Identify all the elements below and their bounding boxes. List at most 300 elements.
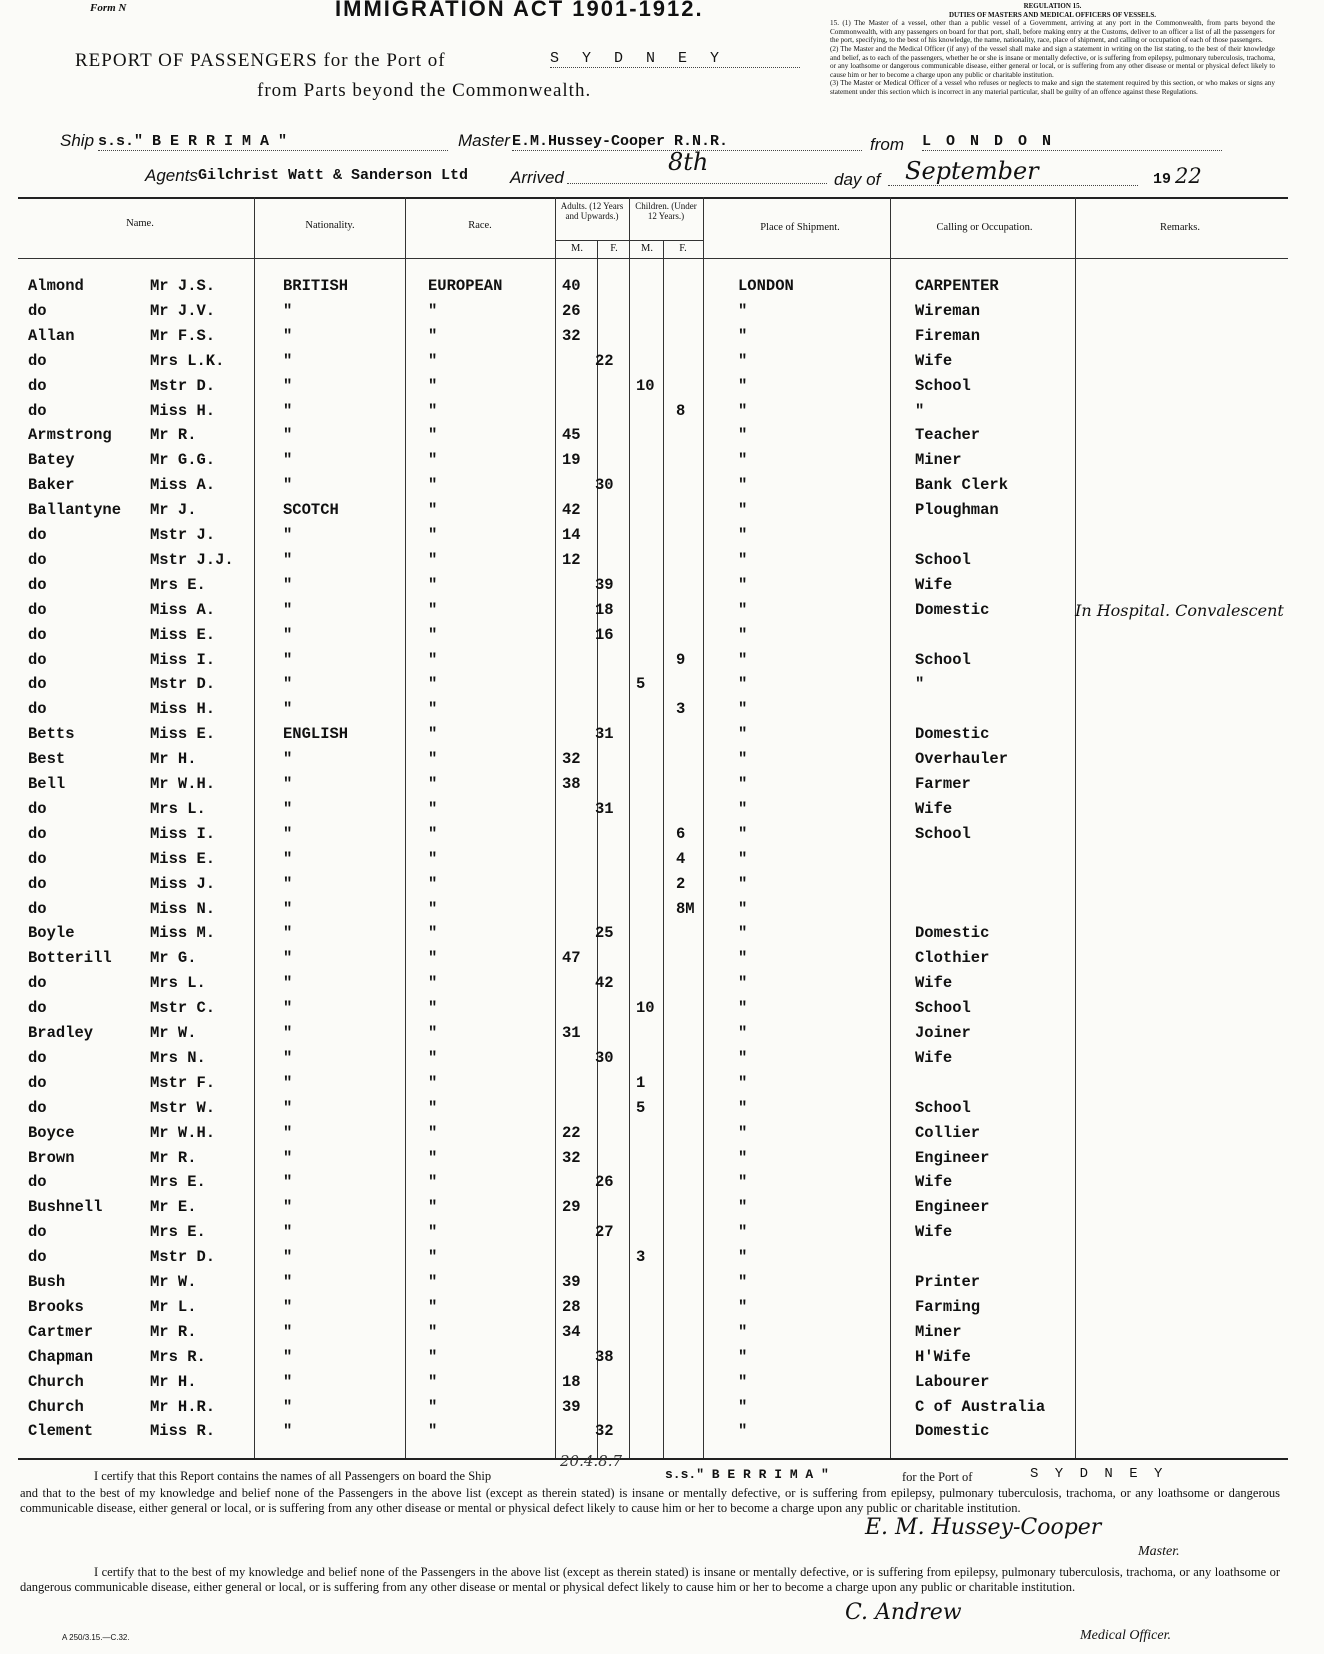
race: " [428, 825, 438, 843]
occupation: H'Wife [915, 1348, 971, 1366]
nationality: " [283, 551, 293, 569]
port-of-arrival: S Y D N E Y [550, 50, 800, 68]
title: Mrs E. [150, 576, 206, 594]
surname: Botterill [28, 949, 112, 967]
race: " [428, 1173, 438, 1191]
title: Miss N. [150, 900, 216, 918]
nationality: " [283, 800, 293, 818]
surname: Church [28, 1373, 84, 1391]
race: " [428, 974, 438, 992]
nationality: " [283, 1149, 293, 1167]
agents-name: Gilchrist Watt & Sanderson Ltd [198, 167, 469, 184]
children-male-age: 10 [636, 999, 655, 1017]
place-of-shipment: " [738, 377, 748, 395]
occupation: Clothier [915, 949, 990, 967]
passenger-row [0, 800, 1324, 825]
adults-male-age: 40 [562, 277, 581, 295]
surname: Boyce [28, 1124, 75, 1142]
adults-male-age: 14 [562, 526, 581, 544]
title: Mrs L. [150, 800, 206, 818]
children-male-age: 10 [636, 377, 655, 395]
race: " [428, 426, 438, 444]
col-children: Children. (Under 12 Years.) [635, 201, 697, 221]
place-of-shipment: " [738, 426, 748, 444]
place-of-shipment: " [738, 974, 748, 992]
title: Mstr F. [150, 1074, 216, 1092]
nationality: SCOTCH [283, 501, 339, 519]
adults-female-age: 27 [595, 1223, 614, 1241]
occupation: Ploughman [915, 501, 999, 519]
col-name: Name. [126, 218, 154, 229]
race: " [428, 875, 438, 893]
place-of-shipment: " [738, 601, 748, 619]
adults-female-age: 26 [595, 1173, 614, 1191]
place-of-shipment: " [738, 1074, 748, 1092]
race: " [428, 551, 438, 569]
passenger-row [0, 1074, 1324, 1099]
nationality: " [283, 1074, 293, 1092]
title: Miss E. [150, 626, 216, 644]
occupation: Printer [915, 1273, 981, 1291]
passenger-row [0, 750, 1324, 775]
title: Mr L. [150, 1298, 197, 1316]
race: " [428, 850, 438, 868]
occupation: Wife [915, 1173, 953, 1191]
title: Mrs L.K. [150, 352, 225, 370]
passenger-row [0, 476, 1324, 501]
surname: Best [28, 750, 66, 768]
race: " [428, 526, 438, 544]
regulation-text [830, 2, 1275, 97]
title: Mr J.V. [150, 302, 216, 320]
adults-male-age: 32 [562, 1149, 581, 1167]
from-port: L O N D O N [922, 133, 1222, 151]
adults-female-age: 32 [595, 1422, 614, 1440]
handwritten-date: 20.4.8.7 [560, 1452, 623, 1470]
adults-male-age: 42 [562, 501, 581, 519]
place-of-shipment: " [738, 1024, 748, 1042]
adults-male-age: 45 [562, 426, 581, 444]
passenger-row [0, 1248, 1324, 1273]
surname: do [28, 626, 47, 644]
race: " [428, 1248, 438, 1266]
occupation: " [915, 675, 925, 693]
col-adults-m: M. [571, 243, 583, 254]
occupation: Overhauler [915, 750, 1009, 768]
place-of-shipment: " [738, 501, 748, 519]
surname: Allan [28, 327, 75, 345]
race: " [428, 1422, 438, 1440]
title: Mr G. [150, 949, 197, 967]
race: " [428, 800, 438, 818]
passenger-row [0, 875, 1324, 900]
occupation: School [915, 999, 971, 1017]
race: " [428, 626, 438, 644]
regulation-p3: (3) The Master or Medical Officer of a vessel who refuses or neglects to make and sign the statement required by this section, or who makes or signs any statement under this section which is incorrect in any material particular, shall be guilty of an offence against these Regulations. [830, 79, 1275, 96]
place-of-shipment: " [738, 1273, 748, 1291]
place-of-shipment: " [738, 1149, 748, 1167]
title: Mr W. [150, 1273, 197, 1291]
col-adults-f: F. [610, 243, 618, 254]
occupation: Farming [915, 1298, 981, 1316]
master-name: E.M.Hussey-Cooper R.N.R. [512, 133, 862, 151]
place-of-shipment: " [738, 1298, 748, 1316]
place-of-shipment: " [738, 1223, 748, 1241]
race: " [428, 1099, 438, 1117]
place-of-shipment: " [738, 576, 748, 594]
children-male-age: 3 [636, 1248, 646, 1266]
title: Mrs E. [150, 1223, 206, 1241]
passenger-row [0, 675, 1324, 700]
nationality: " [283, 1422, 293, 1440]
children-female-age: 2 [676, 875, 686, 893]
nationality: " [283, 1398, 293, 1416]
surname: Brown [28, 1149, 75, 1167]
day-of-label: day of [834, 170, 881, 189]
place-of-shipment: " [738, 1124, 748, 1142]
passenger-row [0, 725, 1324, 750]
nationality: " [283, 1024, 293, 1042]
race: " [428, 1373, 438, 1391]
adults-male-age: 38 [562, 775, 581, 793]
surname: do [28, 900, 47, 918]
race: " [428, 900, 438, 918]
race: " [428, 402, 438, 420]
passenger-row [0, 949, 1324, 974]
passenger-row [0, 526, 1324, 551]
title: Mstr W. [150, 1099, 216, 1117]
place-of-shipment: " [738, 327, 748, 345]
col-nationality: Nationality. [305, 220, 355, 231]
surname: do [28, 352, 47, 370]
arrived-label: Arrived [510, 168, 564, 187]
passenger-row [0, 426, 1324, 451]
title: Mr W.H. [150, 1124, 216, 1142]
print-code: A 250/3.15.—C.32. [62, 1633, 130, 1642]
report-subtitle: from Parts beyond the Commonwealth. [257, 80, 592, 101]
passenger-row [0, 1223, 1324, 1248]
surname: do [28, 551, 47, 569]
children-female-age: 8M [676, 900, 695, 918]
nationality: " [283, 900, 293, 918]
passenger-row [0, 352, 1324, 377]
place-of-shipment: " [738, 700, 748, 718]
occupation: Wife [915, 974, 953, 992]
race: " [428, 1348, 438, 1366]
surname: do [28, 1248, 47, 1266]
race: " [428, 1024, 438, 1042]
month-line [888, 185, 1138, 186]
place-of-shipment: " [738, 1099, 748, 1117]
race: " [428, 1074, 438, 1092]
surname: Boyle [28, 924, 75, 942]
place-of-shipment: " [738, 1422, 748, 1440]
adults-male-age: 34 [562, 1323, 581, 1341]
occupation: Teacher [915, 426, 981, 444]
surname: do [28, 1099, 47, 1117]
title: Mrs R. [150, 1348, 206, 1366]
adults-female-age: 18 [595, 601, 614, 619]
ship-name: s.s." B E R R I M A " [98, 133, 448, 151]
place-of-shipment: " [738, 750, 748, 768]
place-of-shipment: " [738, 900, 748, 918]
nationality: " [283, 1323, 293, 1341]
children-female-age: 4 [676, 850, 686, 868]
occupation: School [915, 1099, 971, 1117]
adults-male-age: 19 [562, 451, 581, 469]
adults-female-age: 38 [595, 1348, 614, 1366]
place-of-shipment: " [738, 1323, 748, 1341]
surname: Baker [28, 476, 75, 494]
adults-female-age: 30 [595, 476, 614, 494]
nationality: ENGLISH [283, 725, 349, 743]
race: " [428, 924, 438, 942]
occupation: Wife [915, 576, 953, 594]
children-male-age: 5 [636, 1099, 646, 1117]
race: " [428, 1149, 438, 1167]
place-of-shipment: " [738, 1198, 748, 1216]
nationality: " [283, 451, 293, 469]
occupation: Collier [915, 1124, 981, 1142]
occupation: Engineer [915, 1149, 990, 1167]
adults-female-age: 25 [595, 924, 614, 942]
regulation-subheading: DUTIES OF MASTERS AND MEDICAL OFFICERS OF VESSELS. [948, 10, 1157, 19]
surname: do [28, 999, 47, 1017]
title: Miss H. [150, 700, 216, 718]
adults-female-age: 16 [595, 626, 614, 644]
col-children-f: F. [679, 243, 687, 254]
age-subheader-rule [555, 240, 703, 241]
title: Mr E. [150, 1198, 197, 1216]
surname: Church [28, 1398, 84, 1416]
title: Miss M. [150, 924, 216, 942]
nationality: " [283, 999, 293, 1017]
passenger-row [0, 825, 1324, 850]
table-top-rule [18, 197, 1288, 199]
surname: do [28, 651, 47, 669]
race: " [428, 1398, 438, 1416]
place-of-shipment: " [738, 1173, 748, 1191]
occupation: Joiner [915, 1024, 971, 1042]
form-number: Form N [90, 2, 127, 14]
occupation: Wife [915, 1049, 953, 1067]
medical-signature: C. Andrew [845, 1600, 962, 1625]
children-female-age: 6 [676, 825, 686, 843]
occupation: School [915, 551, 971, 569]
nationality: " [283, 1173, 293, 1191]
passenger-row [0, 601, 1324, 626]
adults-male-age: 47 [562, 949, 581, 967]
occupation: Engineer [915, 1198, 990, 1216]
surname: do [28, 1049, 47, 1067]
place-of-shipment: " [738, 1398, 748, 1416]
place-of-shipment: " [738, 675, 748, 693]
occupation: School [915, 825, 971, 843]
report-title: REPORT OF PASSENGERS for the Port of [75, 50, 446, 71]
col-children-m: M. [641, 243, 653, 254]
medical-cert-text: I certify that to the best of my knowledge and belief none of the Passengers in the above list (except as therein stated) is insane or mentally defective, or is suffering from epilepsy, pulmonary tuberculosis, trachoma, or any loathsome or dangerous communicable disease, either general or local, or is suffering from any other disease or mental or physical defect likely to cause him or her to become a charge upon any public or charitable institution. [20, 1565, 1280, 1594]
passenger-row [0, 1373, 1324, 1398]
nationality: " [283, 750, 293, 768]
place-of-shipment: " [738, 476, 748, 494]
surname: do [28, 1223, 47, 1241]
race: " [428, 352, 438, 370]
race: " [428, 601, 438, 619]
occupation: Fireman [915, 327, 981, 345]
occupation: " [915, 402, 925, 420]
passenger-row [0, 302, 1324, 327]
title: Miss I. [150, 825, 216, 843]
table-header-rule [18, 258, 1288, 259]
ship-label: Ship [60, 131, 95, 150]
surname: do [28, 675, 47, 693]
race: " [428, 1198, 438, 1216]
occupation: Wife [915, 1223, 953, 1241]
place-of-shipment: " [738, 875, 748, 893]
title: Mr H. [150, 1373, 197, 1391]
nationality: " [283, 526, 293, 544]
surname: Clement [28, 1422, 94, 1440]
adults-female-age: 22 [595, 352, 614, 370]
passenger-row [0, 999, 1324, 1024]
adults-male-age: 18 [562, 1373, 581, 1391]
passenger-row [0, 1173, 1324, 1198]
act-title: IMMIGRATION ACT 1901-1912. [335, 0, 704, 21]
table-bottom-rule [18, 1458, 1288, 1460]
race: " [428, 775, 438, 793]
race: EUROPEAN [428, 277, 503, 295]
cert-port-label: for the Port of [902, 1470, 973, 1484]
passenger-row [0, 1149, 1324, 1174]
race: " [428, 576, 438, 594]
cert-ship-name: s.s." B E R R I M A " [665, 1467, 829, 1482]
title: Mstr D. [150, 377, 216, 395]
passenger-row [0, 576, 1324, 601]
col-place-of-shipment: Place of Shipment. [760, 222, 840, 233]
adults-male-age: 28 [562, 1298, 581, 1316]
master-signature: E. M. Hussey-Cooper [865, 1515, 1102, 1540]
occupation: Wireman [915, 302, 981, 320]
surname: do [28, 526, 47, 544]
adults-male-age: 22 [562, 1124, 581, 1142]
passenger-row [0, 1273, 1324, 1298]
occupation: Domestic [915, 924, 990, 942]
nationality: " [283, 327, 293, 345]
title: Mr G.G. [150, 451, 216, 469]
passenger-row [0, 1198, 1324, 1223]
passenger-row [0, 775, 1324, 800]
passenger-row [0, 1099, 1324, 1124]
nationality: " [283, 1298, 293, 1316]
title: Mstr J.J. [150, 551, 234, 569]
occupation: C of Australia [915, 1398, 1046, 1416]
place-of-shipment: " [738, 651, 748, 669]
surname: Brooks [28, 1298, 84, 1316]
passenger-row [0, 1348, 1324, 1373]
title: Mrs E. [150, 1173, 206, 1191]
nationality: " [283, 1273, 293, 1291]
surname: do [28, 825, 47, 843]
nationality: " [283, 1124, 293, 1142]
race: " [428, 725, 438, 743]
race: " [428, 302, 438, 320]
passenger-row [0, 651, 1324, 676]
nationality: " [283, 675, 293, 693]
passenger-row [0, 850, 1324, 875]
title: Mr F.S. [150, 327, 216, 345]
from-label: from [870, 135, 904, 154]
passenger-row [0, 451, 1324, 476]
title: Mrs N. [150, 1049, 206, 1067]
title: Mr R. [150, 426, 197, 444]
surname: do [28, 800, 47, 818]
occupation: Wife [915, 800, 953, 818]
surname: Bush [28, 1273, 66, 1291]
race: " [428, 949, 438, 967]
occupation: Domestic [915, 601, 990, 619]
race: " [428, 1298, 438, 1316]
title: Mrs L. [150, 974, 206, 992]
title: Miss J. [150, 875, 216, 893]
place-of-shipment: " [738, 850, 748, 868]
adults-male-age: 32 [562, 327, 581, 345]
race: " [428, 700, 438, 718]
adults-female-age: 30 [595, 1049, 614, 1067]
title: Miss A. [150, 476, 216, 494]
nationality: " [283, 1049, 293, 1067]
surname: Chapman [28, 1348, 94, 1366]
surname: do [28, 402, 47, 420]
race: " [428, 750, 438, 768]
title: Mr J.S. [150, 277, 216, 295]
race: " [428, 327, 438, 345]
children-female-age: 9 [676, 651, 686, 669]
passenger-row [0, 1323, 1324, 1348]
passenger-row [0, 700, 1324, 725]
title: Mstr C. [150, 999, 216, 1017]
year-prefix: 19 [1153, 171, 1172, 188]
place-of-shipment: " [738, 1373, 748, 1391]
occupation: Miner [915, 1323, 962, 1341]
surname: do [28, 1074, 47, 1092]
children-female-age: 8 [676, 402, 686, 420]
cert-port: S Y D N E Y [1030, 1466, 1167, 1482]
arrived-day: 8th [668, 148, 709, 176]
children-male-age: 5 [636, 675, 646, 693]
race: " [428, 451, 438, 469]
title: Miss R. [150, 1422, 216, 1440]
surname: do [28, 1173, 47, 1191]
surname: Almond [28, 277, 84, 295]
adults-male-age: 26 [562, 302, 581, 320]
master-cert-text: and that to the best of my knowledge and belief none of the Passengers in the above list (except as therein stated) is insane or mentally defective, or is suffering from epilepsy, pulmonary tuberculosis, trachoma, or any loathsome or dangerous communicable disease, either general or local, or is suffering from any other disease or mental or physical defect likely to cause him or her to become a charge upon any public or charitable institution. [20, 1486, 1280, 1515]
place-of-shipment: " [738, 1248, 748, 1266]
regulation-p1: 15. (1) The Master of a vessel, other than a public vessel of a Government, arriving at any port in the Commonwealth, from parts beyond the Commonwealth, with any passengers on board for that port, shall, before making entry at the Customs, deliver to an officer a list of all the passengers for the port, specifying, to the best of his knowledge, the name, nationality, race, place of shipment, and calling or occupation of each of those passengers. [830, 19, 1275, 45]
agents-label: Agents [145, 166, 198, 185]
nationality: " [283, 377, 293, 395]
occupation: Wife [915, 352, 953, 370]
title: Mr J. [150, 501, 197, 519]
race: " [428, 1049, 438, 1067]
passenger-row [0, 1049, 1324, 1074]
surname: do [28, 700, 47, 718]
occupation: CARPENTER [915, 277, 999, 295]
surname: do [28, 601, 47, 619]
place-of-shipment: " [738, 1348, 748, 1366]
nationality: " [283, 1373, 293, 1391]
nationality: " [283, 426, 293, 444]
race: " [428, 1223, 438, 1241]
